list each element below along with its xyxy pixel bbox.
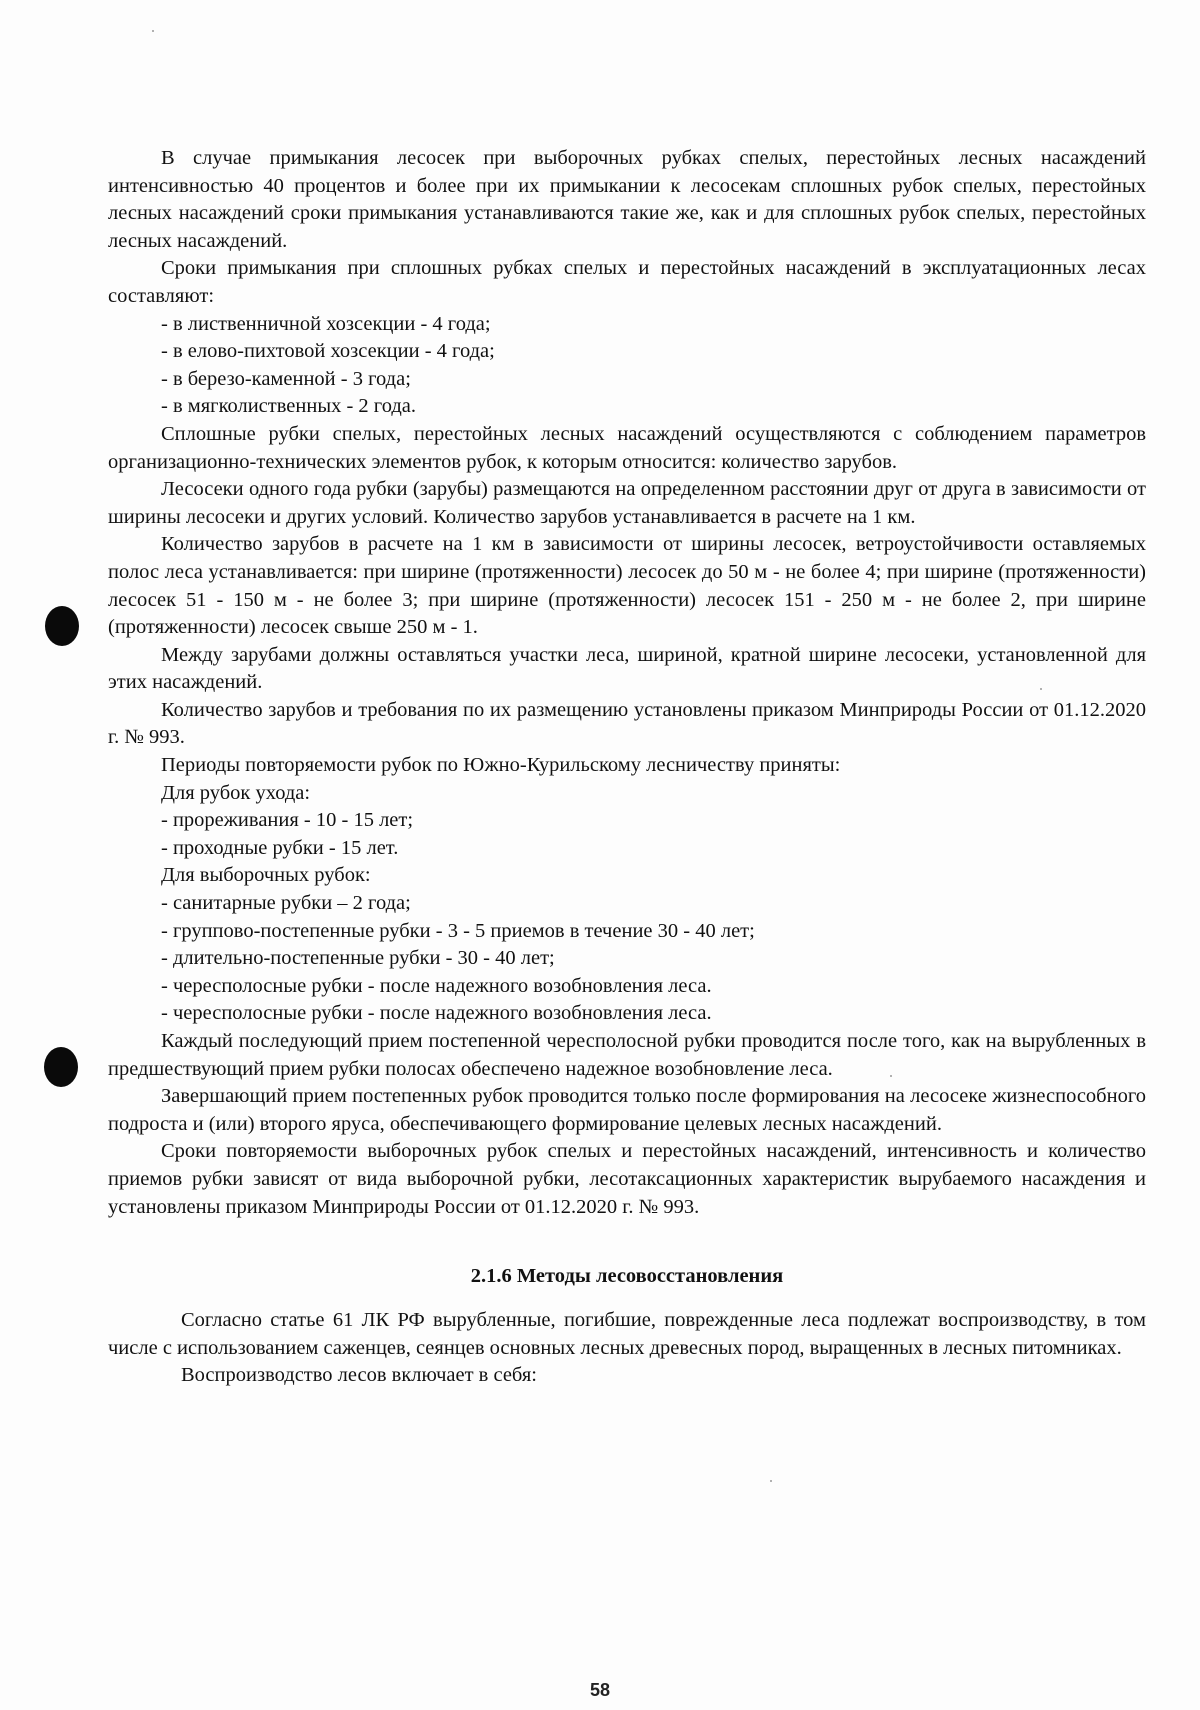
paragraph: Между зарубами должны оставляться участки леса, шириной, кратной ширине лесосеки, установленной для этих насаждений. xyxy=(108,643,1146,694)
list-item: - в мягколиственных - 2 года. xyxy=(161,395,417,418)
list-item: - прореживания - 10 - 15 лет; xyxy=(161,809,414,832)
scan-speck xyxy=(152,30,154,32)
list-item: - в елово-пихтовой хозсекции - 4 года; xyxy=(161,340,495,363)
list-item: Периоды повторяемости рубок по Южно-Курильскому лесничеству приняты: xyxy=(161,754,841,777)
paragraph: Лесосеки одного года рубки (зарубы) размещаются на определенном расстоянии друг от друга в зависимости от ширины лесосеки и других условий. Количество зарубов устанавливается в расчете на 1 км. xyxy=(108,478,1146,528)
list-item: - чересполосные рубки - после надежного возобновления леса. xyxy=(161,1002,712,1025)
list-item: Для рубок ухода: xyxy=(161,781,311,804)
document-body xyxy=(108,145,1146,1390)
paragraph: Количество зарубов в расчете на 1 км в зависимости от ширины лесосек, ветроустойчивости оставляемых полос леса устанавливается: при ширине (протяженности) лесосек до 50 м - не более 4; при ширине (протяженности) лесосек 51 - 150 м - не более 3; при ширине (протяженности) лесосек 151 - 250 м - не более 2, при ширине (протяженности) лесосек свыше 250 м - 1. xyxy=(108,533,1146,639)
paragraph: Согласно статье 61 ЛК РФ вырубленные, погибшие, поврежденные леса подлежат воспроизводству, в том числе с использованием саженцев, сеянцев основных лесных древесных пород, выращенных в лесных питомниках. xyxy=(108,1309,1146,1359)
list-item: - в лиственничной хозсекции - 4 года; xyxy=(161,312,491,335)
list-item: - проходные рубки - 15 лет. xyxy=(161,836,399,859)
paragraph: Завершающий прием постепенных рубок проводится только после формирования на лесосеке жизнеспособного подроста и (или) второго яруса, обеспечивающего формирование целевых лесных насаждений. xyxy=(108,1085,1146,1135)
paragraph: Сроки повторяемости выборочных рубок спелых и перестойных насаждений, интенсивность и количество приемов рубки зависят от вида выборочной рубки, лесотаксационных характеристик вырубаемого насаждения и установлены приказом Минприроды России от 01.12.2020 г. № 993. xyxy=(108,1140,1146,1218)
punch-hole-bottom xyxy=(44,1047,78,1087)
paragraph: Сроки примыкания при сплошных рубках спелых и перестойных насаждений в эксплуатационных лесах составляют: xyxy=(108,257,1146,307)
paragraph: Сплошные рубки спелых, перестойных лесных насаждений осуществляются с соблюдением параметров организационно-технических элементов рубок, к которым относится: количество зарубов. xyxy=(108,422,1146,473)
page-number: 58 xyxy=(589,1680,611,1700)
list-item: - в березо-каменной - 3 года; xyxy=(161,367,411,390)
paragraph: Количество зарубов и требования по их размещению установлены приказом Минприроды России от 01.12.2020 г. № 993. xyxy=(108,698,1146,749)
paragraph: Воспроизводство лесов включает в себя: xyxy=(181,1364,537,1387)
scan-speck xyxy=(770,1480,772,1482)
list-item: - чересполосные рубки - после надежного возобновления леса. xyxy=(161,974,712,997)
punch-hole-top xyxy=(45,606,79,646)
section-heading: 2.1.6 Методы лесовосстановления xyxy=(470,1265,784,1288)
list-item: Для выборочных рубок: xyxy=(161,864,371,887)
list-item: - группово-постепенные рубки - 3 - 5 приемов в течение 30 - 40 лет; xyxy=(161,919,755,942)
paragraph: В случае примыкания лесосек при выборочных рубках спелых, перестойных лесных насаждений интенсивностью 40 процентов и более при их примыкании к лесосекам сплошных рубок спелых, перестойных лесных насаждений сроки примыкания устанавливаются такие же, как и для сплошных рубок спелых, перестойных лесных насаждений. xyxy=(108,147,1146,252)
list-item: - санитарные рубки – 2 года; xyxy=(161,892,411,915)
list-item: - длительно-постепенные рубки - 30 - 40 лет; xyxy=(161,947,555,970)
paragraph: Каждый последующий прием постепенной чересполосной рубки проводится после того, как на вырубленных в предшествующий прием рубки полосах обеспечено надежное возобновление леса. xyxy=(108,1030,1146,1080)
